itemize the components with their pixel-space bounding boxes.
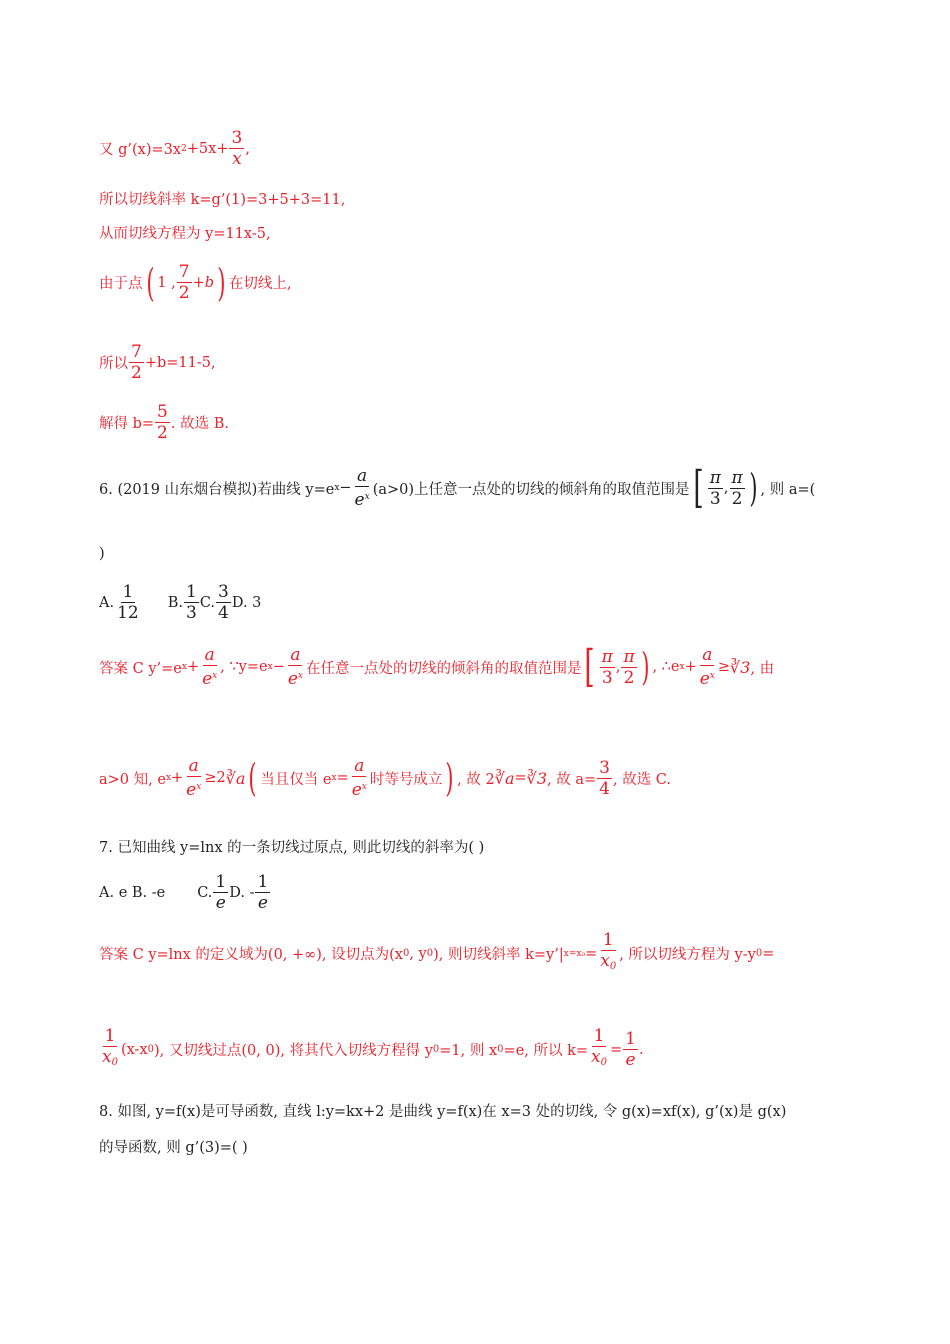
fraction: $\frac{\pi}{3}$ <box>601 646 613 688</box>
fraction: $\frac{1}{e}$ <box>625 1029 636 1070</box>
fraction: $\frac{1}{e}$ <box>215 872 227 913</box>
question-6-options: A. $\frac{1}{12}$ B. $\frac{1}{3}$ C. $\frac{3}{4}$ D. 3 <box>99 582 262 623</box>
fraction: $\frac{1}{x_0}$ <box>600 930 617 972</box>
fraction: $\frac{5}{2}$ <box>157 402 168 443</box>
fraction: $\frac{\pi}{2}$ <box>623 646 635 688</box>
fraction: $\frac{1}{12}$ <box>117 582 139 623</box>
fraction: $\frac{7}{2}$ <box>131 342 142 383</box>
fraction: $\frac{a}{e^x}$ <box>202 645 218 689</box>
fraction: $\frac{1}{e}$ <box>257 872 269 913</box>
fraction: $\frac{a}{e^x}$ <box>699 645 715 689</box>
fraction: $\frac{a}{e^x}$ <box>351 756 367 800</box>
question-7-stem: 7. 已知曲线 y=lnx 的一条切线过原点, 则此切线的斜率为( ) <box>99 840 485 856</box>
solution-line-5: 所以 $\frac{7}{2}$ +b=11-5, <box>99 342 216 383</box>
question-7-options: A. e B. -e C. $\frac{1}{e}$ D. - $\frac{1}{e}$ <box>99 872 269 913</box>
question-6-stem: 6. (2019 山东烟台模拟)若曲线 y=e x − $\frac{a}{e^x}$ (a>0)上任意一点处的切线的倾斜角的取值范围是 [ $\frac{\pi}{3}$ , $\frac{\pi}{2}$ ) , 则 a=( <box>99 462 816 513</box>
answer-6-line-2: a>0 知, e x + $\frac{a}{e^x}$ ≥2 ∛a ( 当且仅当 e x = $\frac{a}{e^x}$ 时等号成立 ) , 故 2 ∛a = ∛3 , 故 a= $\frac{3}{4}$ , 故选 C. <box>99 756 671 800</box>
fraction: $\frac{a}{e^x}$ <box>354 466 370 510</box>
fraction: $\frac{1}{x_0}$ <box>591 1026 608 1068</box>
solution-line-6: 解得 b= $\frac{5}{2}$ . 故选 B. <box>99 402 229 443</box>
answer-7-line-1: 答案 C y=lnx 的定义域为(0, +∞), 设切点为(x 0 , y 0 ), 则切线斜率 k=y’| x=x₀ = $\frac{1}{x_0}$ , 所以切线方程为 y-y 0 = <box>99 930 774 977</box>
fraction: $\frac{a}{e^x}$ <box>287 645 303 689</box>
answer-6-line-1: 答案 C y’=e x + $\frac{a}{e^x}$ , ∵y=e x − $\frac{a}{e^x}$ 在任意一点处的切线的倾斜角的取值范围是 [ $\frac{\pi}{3}$ , $\frac{\pi}{2}$ ) , ∴e x + $\frac{a}{e^x}$ ≥ ∛3 , 由 <box>99 641 775 692</box>
fraction: $\frac{3}{4}$ <box>599 757 610 799</box>
fraction: $\frac{a}{e^x}$ <box>186 756 202 800</box>
solution-line-2: 所以切线斜率 k=g’(1)=3+5+3=11, <box>99 192 346 208</box>
fraction: $\frac{\pi}{2}$ <box>731 467 743 509</box>
question-8-line-2: 的导函数, 则 g’(3)=( ) <box>99 1140 248 1156</box>
fraction: $\frac{7}{2}$ <box>178 262 190 303</box>
question-8-line-1: 8. 如图, y=f(x)是可导函数, 直线 l:y=kx+2 是曲线 y=f(x)在 x=3 处的切线, 令 g(x)=xf(x), g’(x)是 g(x) <box>99 1104 787 1120</box>
solution-line-4: 由于点 ( 1 , $\frac{7}{2}$ +b ) 在切线上, <box>99 260 292 305</box>
answer-7-line-2: $\frac{1}{x_0}$ (x-x 0 ), 又切线过点(0, 0), 将其代入切线方程得 y 0 =1, 则 x 0 =e, 所以 k= $\frac{1}{x_0}$ = $\frac{1}{e}$ . <box>99 1026 644 1073</box>
solution-line-1: 又 g’(x)=3x 2 +5x+ $\frac{3}{x}$ , <box>99 128 250 169</box>
question-6-close: ) <box>99 546 105 562</box>
fraction: $\frac{3}{x}$ <box>231 128 243 169</box>
fraction: $\frac{\pi}{3}$ <box>709 467 721 509</box>
fraction: $\frac{1}{x_0}$ <box>102 1026 118 1068</box>
solution-line-3: 从而切线方程为 y=11x-5, <box>99 226 271 242</box>
fraction: $\frac{3}{4}$ <box>218 582 229 623</box>
fraction: $\frac{1}{3}$ <box>186 582 197 623</box>
